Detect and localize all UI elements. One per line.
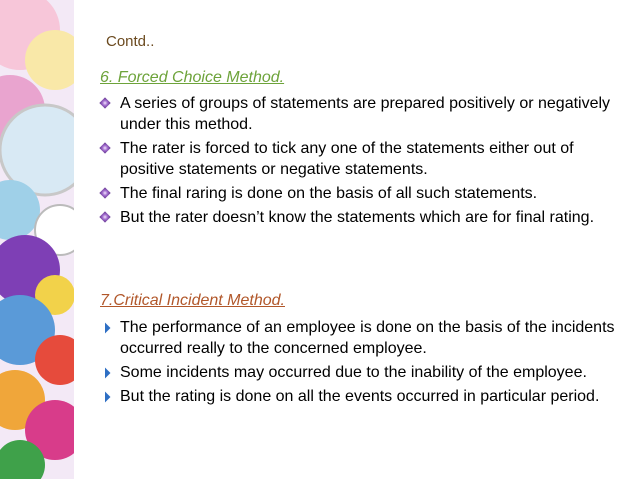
list-item: But the rating is done on all the events occurred in particular period.: [100, 386, 620, 407]
triangle-bullet-icon: [99, 367, 110, 378]
list-item: But the rater doesn’t know the statements which are for final rating.: [100, 207, 620, 228]
triangle-bullet-icon: [99, 391, 110, 402]
list-item: The final raring is done on the basis of all such statements.: [100, 183, 620, 204]
section7-list: [100, 317, 620, 410]
list-item: The rater is forced to tick any one of the statements either out of positive statements or negative statements.: [100, 138, 620, 180]
diamond-bullet-icon: [99, 211, 110, 222]
diamond-bullet-icon: [99, 187, 110, 198]
list-item: Some incidents may occurred due to the inability of the employee.: [100, 362, 620, 383]
triangle-bullet-icon: [99, 322, 110, 333]
diamond-bullet-icon: [99, 142, 110, 153]
flower-decoration: [0, 0, 80, 479]
section6-title: 6. Forced Choice Method.: [100, 69, 285, 86]
section6-list: [100, 93, 620, 231]
list-item: A series of groups of statements are prepared positively or negatively under this method.: [100, 93, 620, 135]
slide-content: [96, 0, 626, 479]
diamond-bullet-icon: [99, 97, 110, 108]
contd-label: Contd..: [106, 33, 155, 50]
section7-title: 7.Critical Incident Method.: [100, 292, 285, 309]
list-item: The performance of an employee is done on the basis of the incidents occurred really to the concerned employee.: [100, 317, 620, 359]
